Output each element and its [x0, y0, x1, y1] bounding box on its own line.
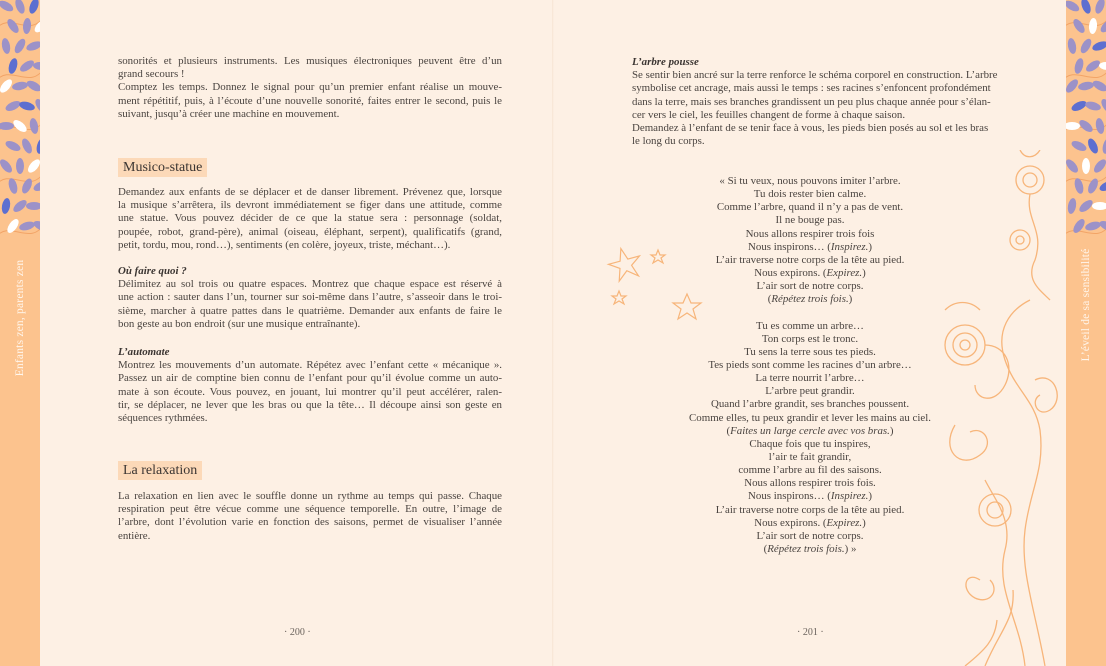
poem-line [660, 477, 960, 490]
poem-text: Il ne bouge pas. [775, 214, 845, 227]
text-line: Demandez à l’enfant de se tenir face à vous, les pieds bien posés au sol et les bras [632, 121, 989, 134]
subheading-automate: L’automate [118, 346, 170, 358]
section-heading-musico-statue: Musico-statue [118, 158, 207, 177]
running-head-right: L’éveil de sa sensibilité [1080, 248, 1092, 362]
text-line: Montrez les mouvements d’un automate. Répétez avec l’enfant cette « mécanique ». [118, 359, 502, 372]
text-line: Délimitez au sol trois ou quatre espaces. Montrez que chaque espace est réservé à [118, 278, 502, 291]
poem-text: l’air te fait grandir, [768, 450, 852, 463]
text-line: tir, se déplacer, ne lever que les bras ou que la tête… Il découpe ainsi son geste en [118, 398, 502, 411]
poem-text: ) [848, 293, 853, 306]
poem-line [660, 372, 960, 385]
poem-line [660, 412, 960, 425]
poem-line [660, 175, 960, 188]
text-line: sonorités et plusieurs instruments. Les musiques électroniques peuvent être d’un [118, 55, 502, 67]
poem-text: Nous expirons. ( [754, 266, 827, 279]
poem-line [660, 214, 960, 227]
poem-line [660, 530, 960, 543]
text-line: cer vers le ciel, les feuilles changent de forme à chaque saison. [632, 108, 906, 121]
poem-text: La terre nourrit l’arbre… [755, 372, 865, 385]
poem-text: Ton corps est le tronc. [761, 332, 859, 345]
poem-text: Nous inspirons… ( [748, 490, 831, 503]
poem-text: L’air traverse notre corps de la tête au pied. [715, 253, 905, 266]
poem-line [660, 201, 960, 214]
poem-text: Tu es comme un arbre… [756, 319, 864, 332]
text-line: respiration peut être vécue comme une séquence temporelle. En outre, l’image de [118, 503, 502, 516]
arbre-pousse-section [632, 56, 998, 148]
poem-line [660, 543, 960, 556]
text-line: entière. [118, 529, 151, 542]
book-gutter [552, 0, 554, 666]
poem-text: L’air traverse notre corps de la tête au pied. [715, 503, 905, 516]
text-line: ment répétitif, puis, à l’écoute d’une nouvelle sonorité, faites entrer le second, puis le [118, 94, 502, 107]
text-line: Demandez aux enfants de se déplacer et de danser librement. Prévenez que, lorsque [118, 186, 502, 198]
page-number-right: · 201 · [797, 627, 824, 638]
text-line: Comptez les temps. Donnez le signal pour qu’un premier enfant réalise un mouve- [118, 81, 502, 94]
poem-line [660, 425, 960, 438]
musico-statue-paragraph [118, 186, 502, 252]
poem-text: Tu dois rester bien calme. [753, 188, 867, 201]
poem-line [660, 188, 960, 201]
text-line: petit, tordu, mou, rond…), sentiments (en colère, joyeux, triste, méchant…). [118, 238, 451, 251]
tree-poem [660, 175, 960, 556]
poem-text: comme l’arbre au fil des saisons. [738, 464, 882, 477]
poem-line [660, 359, 960, 372]
text-line: sième, marcher à quatre pattes dans le quatrième. Demander aux enfants de faire le [118, 304, 502, 317]
text-line: bon geste au bon endroit (sur une musique entraînante). [118, 317, 361, 330]
poem-text: ) » [844, 542, 857, 555]
ou-faire-quoi-section [118, 265, 502, 331]
leaf-pattern-right [1066, 0, 1106, 242]
text-line: symbolise cet ancrage, mais aussi le temps : ses racines s’enfoncent profondément [632, 82, 991, 95]
text-line: Passez un air de comptine bien connu de l’enfant pour qu’il évolue comme un auto- [118, 372, 502, 385]
poem-instruction: Expirez. [826, 516, 863, 529]
section-heading-relaxation: La relaxation [118, 461, 202, 480]
arbre-pousse-paragraph [632, 69, 998, 148]
subheading-ou-faire-quoi: Où faire quoi ? [118, 265, 187, 277]
poem-text: L’air sort de notre corps. [756, 529, 864, 542]
text-line: grand secours ! [118, 68, 185, 81]
poem-line [660, 504, 960, 517]
poem-text: Nous allons respirer trois fois. [744, 477, 876, 490]
poem-line [660, 333, 960, 346]
star-icon [612, 291, 626, 304]
poem-instruction: Répétez trois fois. [771, 293, 849, 306]
star-icon [651, 250, 665, 263]
poem-instruction: Faites un large cercle avec vos bras. [730, 424, 890, 437]
text-line: une action : sauter dans l’un, tourner sur soi-même dans l’autre, s’asseoir dans le troi- [118, 291, 502, 304]
poem-text: ( [726, 424, 731, 437]
poem-text: ( [763, 542, 768, 555]
poem-text: L’air sort de notre corps. [756, 280, 864, 293]
running-head-left: Enfants zen, parents zen [14, 259, 26, 377]
poem-instruction: Inspirez. [830, 490, 869, 503]
poem-text: Chaque fois que tu inspires, [749, 437, 871, 450]
poem-line [660, 385, 960, 398]
text-line: l’arbre, dont l’évolution varie en fonction des saisons, permet de visualiser l’année [118, 516, 502, 529]
poem-text: ) [862, 516, 866, 529]
star-icon [673, 294, 701, 319]
poem-instruction: Répétez trois fois. [767, 542, 845, 555]
text-line: mate à son écoute. Vous pouvez, en jouant, lui montrer qu’il peut accélérer, ralen- [118, 385, 502, 398]
poem-text: ) [868, 240, 872, 253]
ou-faire-quoi-paragraph [118, 278, 502, 331]
star-icon [605, 244, 644, 282]
relaxation-paragraph [118, 490, 502, 543]
automate-paragraph [118, 359, 502, 425]
automate-section [118, 346, 502, 425]
poem-text: Nous expirons. ( [754, 516, 827, 529]
poem-line [660, 464, 960, 477]
poem-text: Nous inspirons… ( [748, 240, 831, 253]
text-line: La relaxation en lien avec le souffle donne un rythme au temps qui passe. Chaque [118, 490, 502, 502]
poem-line [660, 438, 960, 451]
poem-line [660, 346, 960, 359]
poem-text: ( [767, 293, 772, 306]
poem-text: Tes pieds sont comme les racines d’un arbre… [708, 358, 912, 371]
poem-text: Tu sens la terre sous tes pieds. [744, 345, 876, 358]
subheading-arbre-pousse: L’arbre pousse [632, 56, 699, 68]
text-line: une statue. Vous pouvez décider de ce que la statue sera : personnage (soldat, [118, 212, 502, 225]
leaf-pattern-left [0, 0, 40, 242]
poem-line [660, 228, 960, 241]
poem-line [660, 451, 960, 464]
poem-line [660, 398, 960, 411]
poem-text: ) [868, 490, 872, 503]
text-line: séquences rythmées. [118, 411, 208, 424]
poem-text: Nous allons respirer trois fois [745, 227, 875, 240]
poem-text: Comme elles, tu peux grandir et lever les mains au ciel. [689, 411, 931, 424]
text-line: la musique s’arrêtera, ils devront immédiatement se figer dans une attitude, comme [118, 199, 502, 212]
text-line: suivant, jusqu’à créer une machine en mouvement. [118, 107, 340, 120]
poem-line [660, 490, 960, 503]
intro-paragraph [118, 55, 502, 121]
poem-instruction: Expirez. [826, 266, 863, 279]
poem-text: Quand l’arbre grandit, ses branches poussent. [710, 398, 910, 411]
poem-text: Comme l’arbre, quand il n’y a pas de vent. [716, 201, 904, 214]
poem-instruction: Inspirez. [830, 240, 869, 253]
tree-ornament-illustration [925, 150, 1066, 666]
text-line: le long du corps. [632, 135, 705, 148]
text-line: Se sentir bien ancré sur la terre renforce le schéma corporel en construction. L’arbre [632, 69, 998, 82]
poem-text: « Si tu veux, nous pouvons imiter l’arbre. [719, 175, 901, 187]
poem-text: ) [889, 424, 894, 437]
poem-line [660, 517, 960, 530]
page-number-left: · 200 · [284, 627, 311, 638]
stars-illustration [600, 240, 710, 330]
text-line: poupée, robot, grand-père), animal (oiseau, éléphant, serpent), qualificatifs (grand, [118, 225, 502, 238]
text-line: dans la terre, mais ses branches grandissent un peu plus chaque année pour s’élan- [632, 95, 991, 108]
poem-text: ) [862, 266, 866, 279]
poem-text: L’arbre peut grandir. [765, 385, 855, 398]
